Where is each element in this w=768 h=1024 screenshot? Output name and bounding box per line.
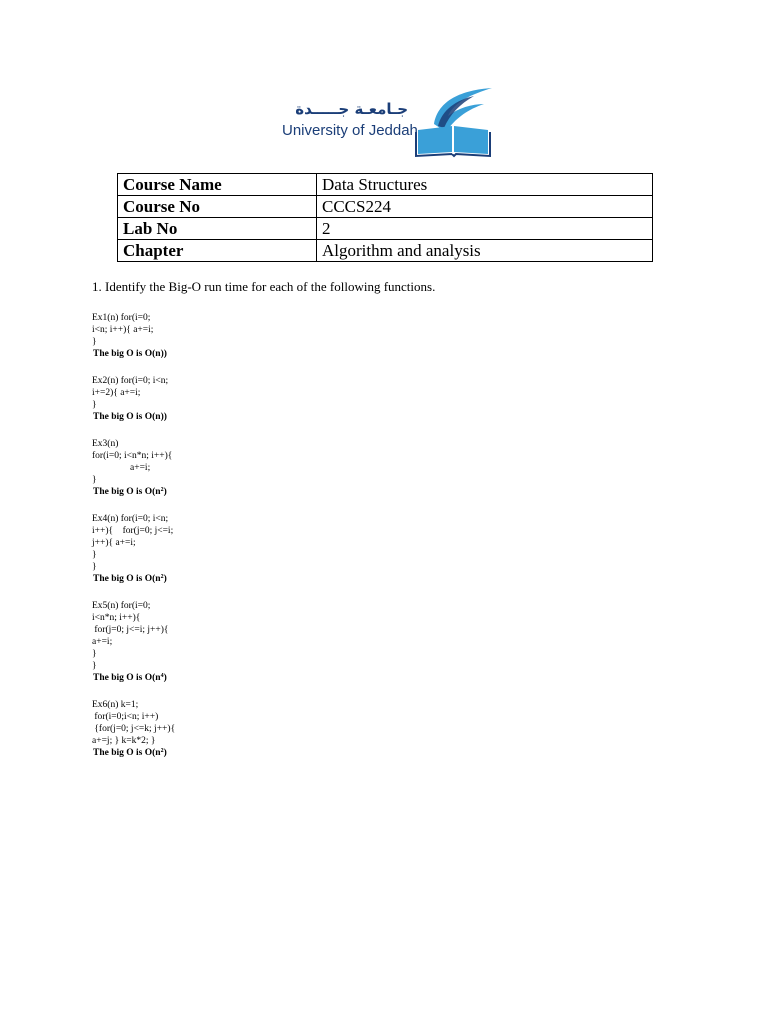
lab-no-value: 2 <box>317 218 653 240</box>
code-line: {for(j=0; j<=k; j++){ <box>92 724 176 734</box>
answer-exponent: 2 <box>160 748 164 754</box>
big-o-answer: The big O is O(n)) <box>93 349 167 359</box>
answer-text: The big O is O(n <box>93 673 161 683</box>
answer-text: The big O is O(n <box>93 748 161 758</box>
course-name-label: Course Name <box>118 174 317 196</box>
chapter-value: Algorithm and analysis <box>317 240 653 262</box>
course-name-value: Data Structures <box>317 174 653 196</box>
code-line: Ex2(n) for(i=0; i<n; <box>92 376 169 386</box>
code-line: Ex5(n) for(i=0; <box>92 601 151 611</box>
table-row <box>118 218 653 240</box>
exercise-3 <box>92 438 692 498</box>
table-row <box>118 240 653 262</box>
code-line: Ex1(n) for(i=0; <box>92 313 151 323</box>
big-o-answer: The big O is $O(n^2)$ <box>93 574 167 584</box>
table-row <box>118 174 653 196</box>
code-line: } <box>92 562 97 572</box>
code-line: } <box>92 400 97 410</box>
code-line: Ex3(n) <box>92 439 119 449</box>
answer-exponent: 4 <box>160 673 164 679</box>
exercise-list <box>92 312 692 774</box>
answer-text: The big O is O(n) <box>93 412 164 422</box>
logo-arabic-text: جـامعـة جـــــدة <box>295 100 408 118</box>
course-info-table <box>117 173 653 262</box>
code-line: } <box>92 649 97 659</box>
big-o-answer: The big O is $O(n^4)$ <box>93 673 167 683</box>
code-line: a+=i; <box>92 463 151 473</box>
big-o-answer: The big O is $O(n^2)$ <box>93 487 167 497</box>
exercise-6 <box>92 699 692 759</box>
code-line: i<n*n; i++){ <box>92 613 141 623</box>
code-line: a+=j; } k=k*2; } <box>92 736 156 746</box>
exercise-5 <box>92 600 692 684</box>
answer-text: The big O is O(n <box>93 487 161 497</box>
code-line: i+=2){ a+=i; <box>92 388 141 398</box>
question-text: 1. Identify the Big-O run time for each of the following functions. <box>92 279 436 294</box>
big-o-answer: The big O is $O(n^2)$ <box>93 748 167 758</box>
code-line: i++){ for(j=0; j<=i; <box>92 526 174 536</box>
code-line: Ex6(n) k=1; <box>92 700 139 710</box>
chapter-label: Chapter <box>118 240 317 262</box>
exercise-2 <box>92 375 692 423</box>
big-o-answer: The big O is O(n)) <box>93 412 167 422</box>
code-line: } <box>92 550 97 560</box>
book-emblem-icon <box>414 86 494 158</box>
code-line: for(j=0; j<=i; j++){ <box>92 625 169 635</box>
lab-no-label: Lab No <box>118 218 317 240</box>
table-row <box>118 196 653 218</box>
course-no-value: CCCS224 <box>317 196 653 218</box>
code-line: } <box>92 661 97 671</box>
course-no-label: Course No <box>118 196 317 218</box>
university-logo <box>278 86 498 158</box>
logo-english-text: University of Jeddah <box>282 122 418 139</box>
code-line: j++){ a+=i; <box>92 538 136 548</box>
exercise-4 <box>92 513 692 585</box>
code-line: i<n; i++){ a+=i; <box>92 325 154 335</box>
exercise-1 <box>92 312 692 360</box>
answer-exponent: 2 <box>160 574 164 580</box>
code-line: Ex4(n) for(i=0; i<n; <box>92 514 169 524</box>
code-line: for(i=0;i<n; i++) <box>92 712 159 722</box>
answer-text: The big O is O(n) <box>93 349 164 359</box>
code-line: } <box>92 475 97 485</box>
code-line: } <box>92 337 97 347</box>
code-line: for(i=0; i<n*n; i++){ <box>92 451 173 461</box>
answer-exponent: 2 <box>160 487 164 493</box>
answer-text: The big O is O(n <box>93 574 161 584</box>
code-line: a+=i; <box>92 637 113 647</box>
